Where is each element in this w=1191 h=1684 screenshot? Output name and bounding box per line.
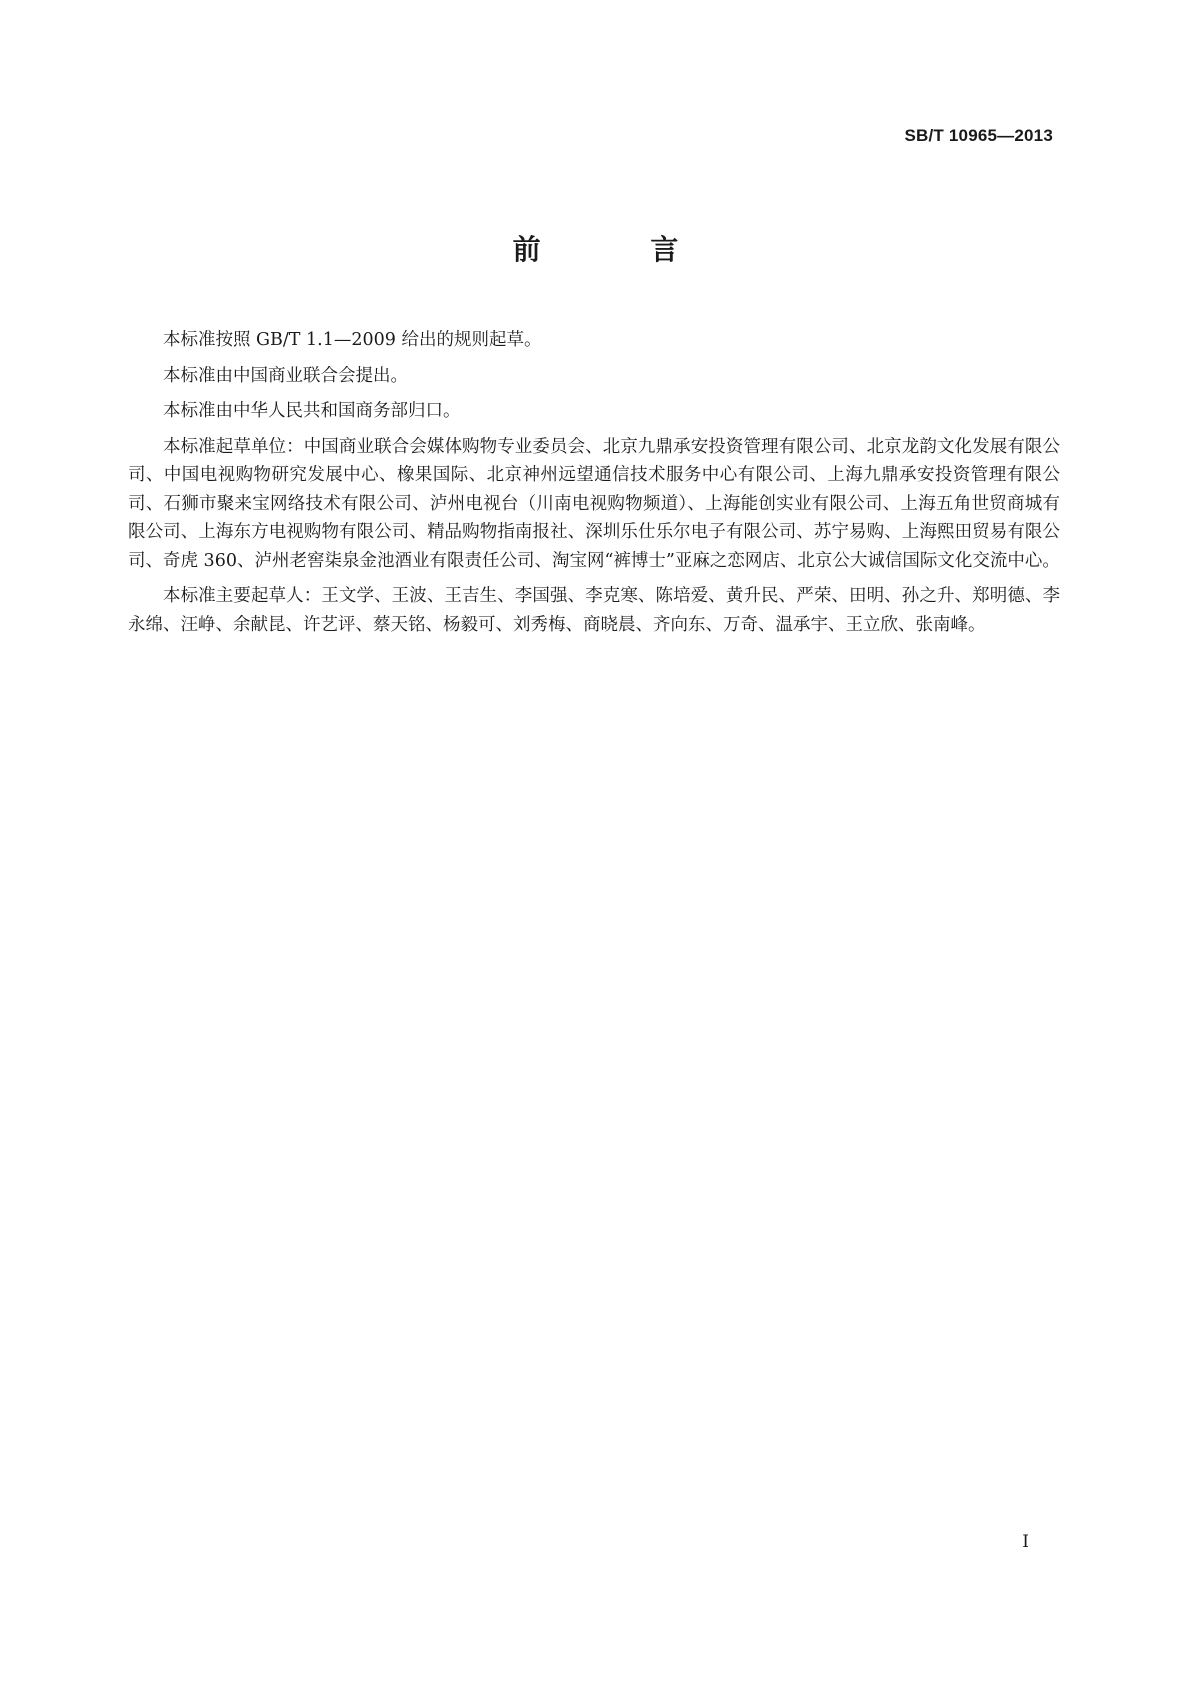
paragraph-drafting-rules: 本标准按照 GB/T 1.1—2009 给出的规则起草。	[163, 330, 542, 350]
paragraph-proposed-by: 本标准由中国商业联合会提出。	[163, 365, 408, 386]
foreword-body	[128, 326, 1060, 646]
paragraph-centralized-by: 本标准由中华人民共和国商务部归口。	[163, 401, 461, 421]
paragraph-drafting-units: 本标准起草单位：中国商业联合会媒体购物专业委员会、北京九鼎承安投资管理有限公司、北京龙韵文化发展有限公司、中国电视购物研究发展中心、橡果国际、北京神州远望通信技术服务中心有限公司、上海九鼎承安投资管理有限公司、石狮市聚来宝网络技术有限公司、泸州电视台（川南电视购物频道）、上海能创实业有限公司、上海五角世贸商城有限公司、上海东方电视购物有限公司、精品购物指南报社、深圳乐仕乐尔电子有限公司、苏宁易购、上海熙田贸易有限公司、奇虎 360、泸州老窖柒泉金池酒业有限责任公司、淘宝网“裤博士”亚麻之恋网店、北京公大诚信国际文化交流中心。	[128, 436, 1060, 571]
page-title: 前 言	[512, 233, 729, 266]
standard-number: SB/T 10965—2013	[904, 126, 1053, 145]
paragraph-main-drafters: 本标准主要起草人：王文学、王波、王吉生、李国强、李克寒、陈培爱、黄升民、严荣、田明、孙之升、郑明德、李永绵、汪峥、余献昆、许艺评、蔡天铭、杨毅可、刘秀梅、商晓晨、齐向东、万奇、温承宇、王立欣、张南峰。	[128, 586, 1060, 635]
page-number: I	[1022, 1532, 1029, 1552]
